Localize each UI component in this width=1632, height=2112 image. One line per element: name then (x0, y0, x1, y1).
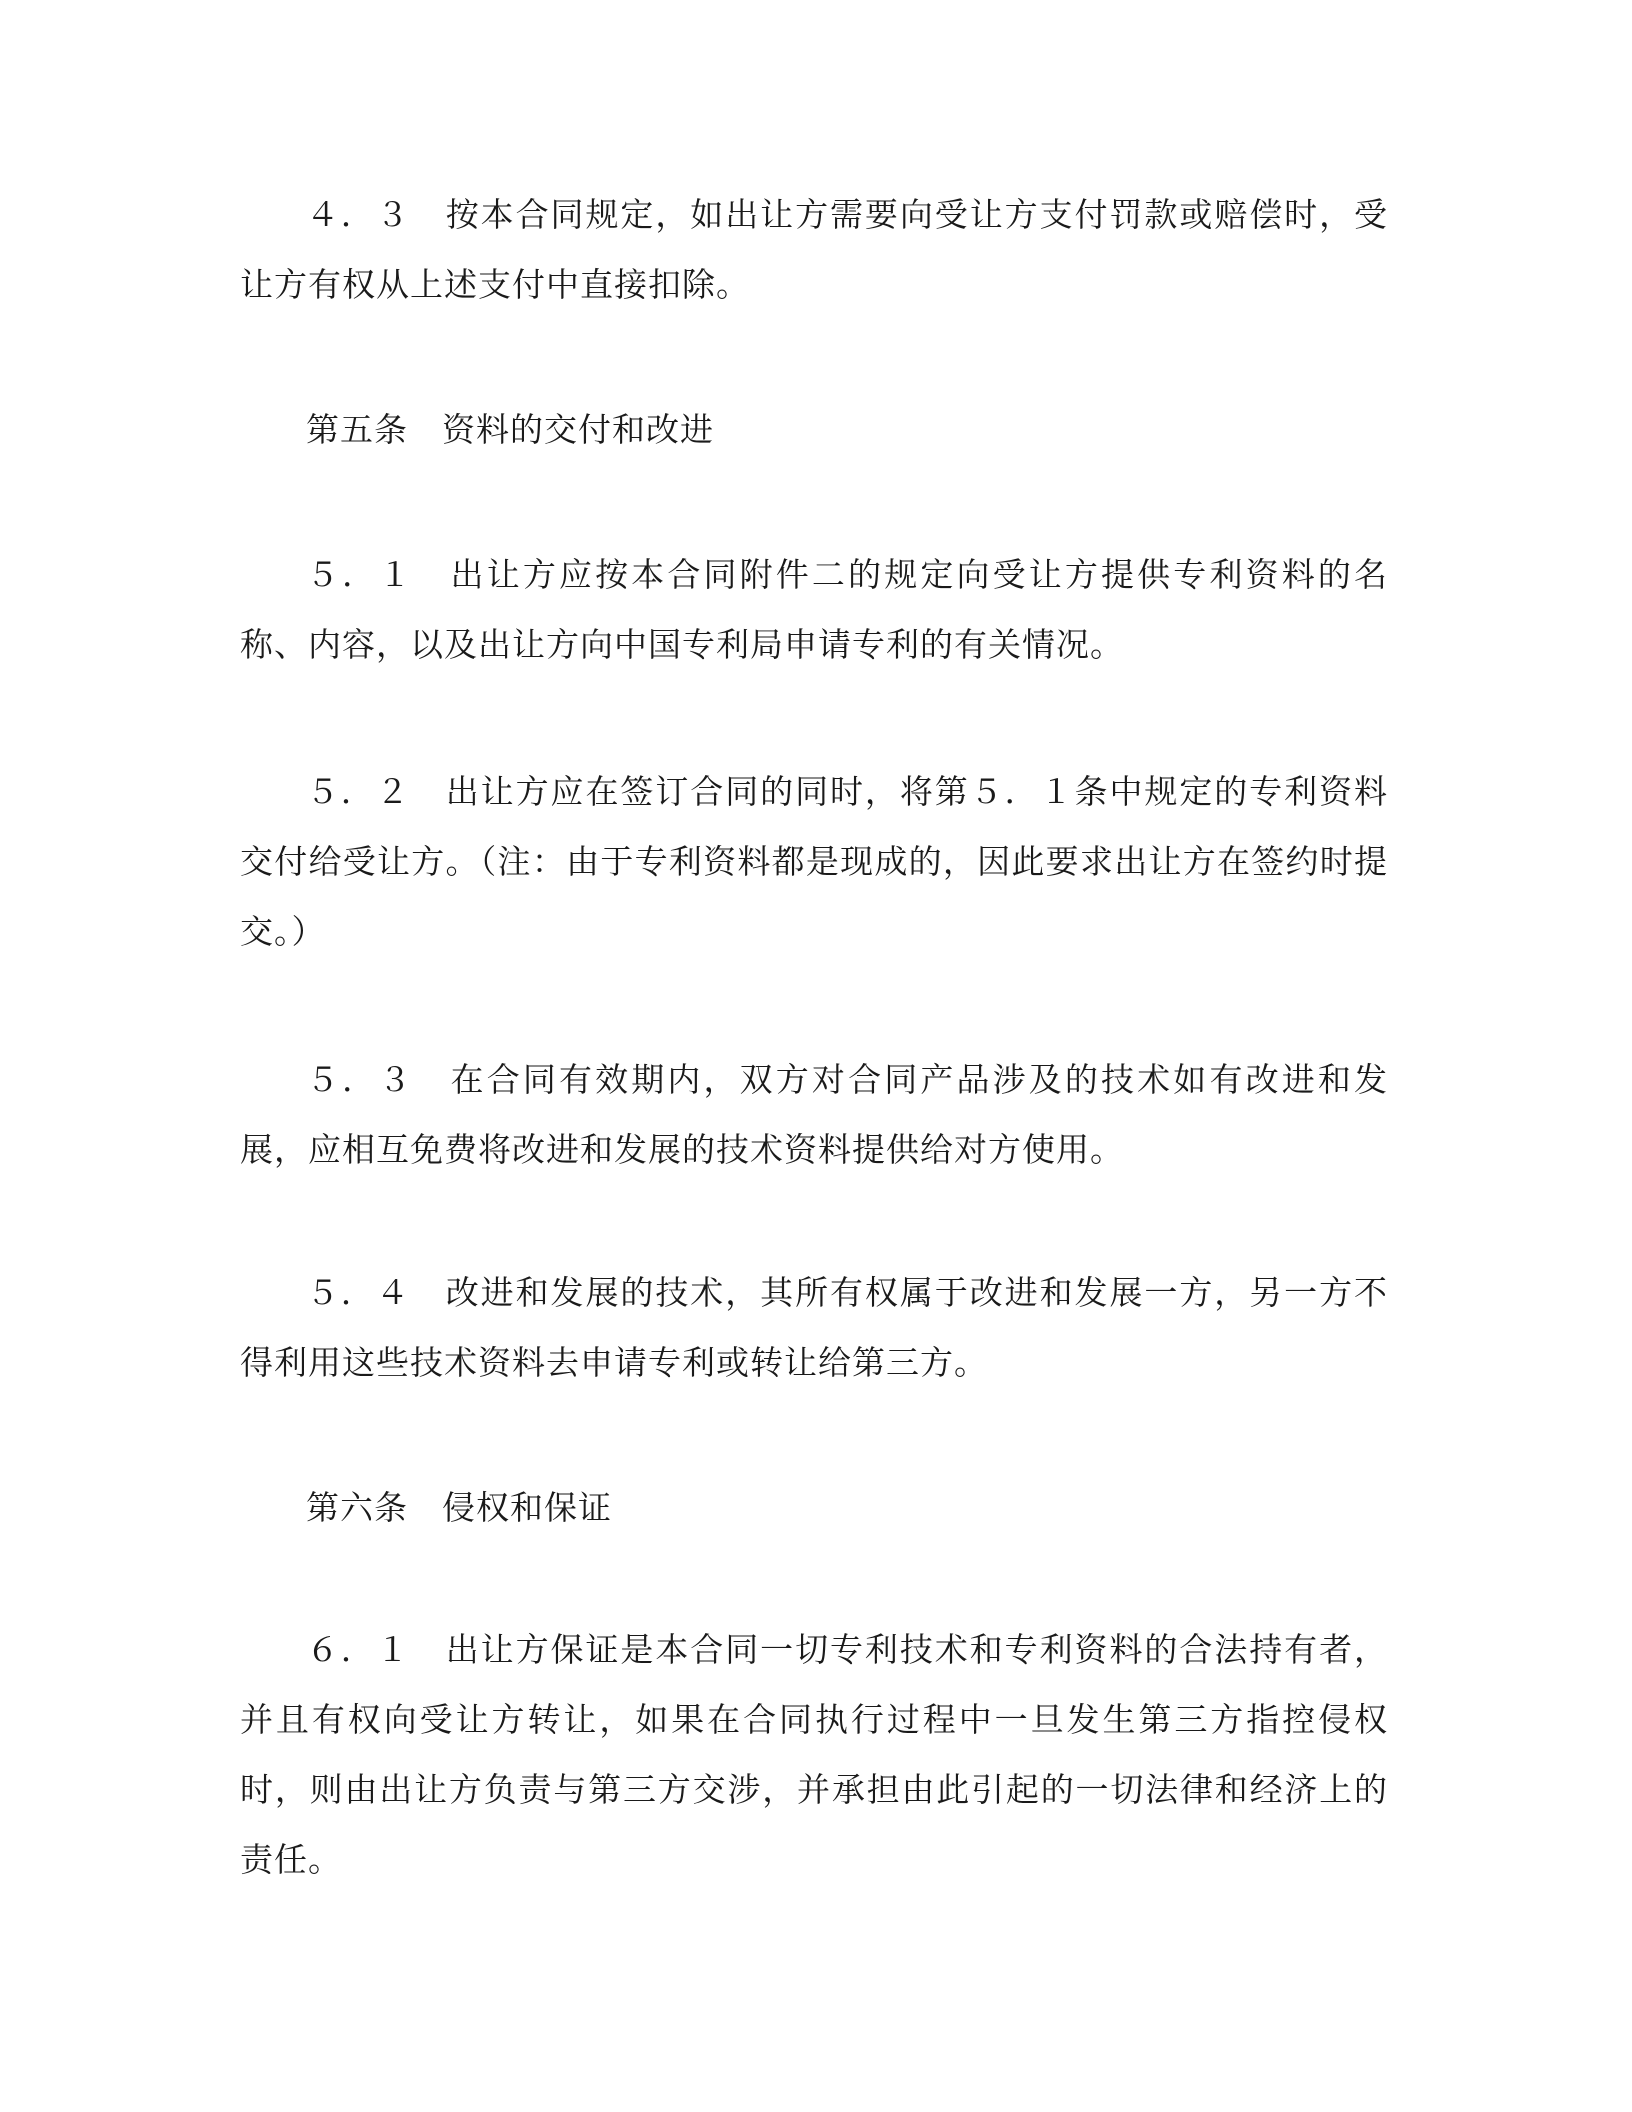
clause-5-2: ５．２ 出让方应在签订合同的同时，将第５．１条中规定的专利资料交付给受让方。（注：由于专利资料都是现成的，因此要求出让方在签约时提交。） (240, 772, 1388, 951)
clause-5-4: ５．４ 改进和发展的技术，其所有权属于改进和发展一方，另一方不得利用这些技术资料去申请专利或转让给第三方。 (240, 1273, 1388, 1382)
article-5-heading: 第五条 资料的交付和改进 (306, 410, 714, 449)
clause-6-1: ６．１ 出让方保证是本合同一切专利技术和专利资料的合法持有者，并且有权向受让方转让，如果在合同执行过程中一旦发生第三方指控侵权时，则由出让方负责与第三方交涉，并承担由此引起的一切法律和经济上的责任。 (240, 1630, 1388, 1879)
clause-5-1: ５．１ 出让方应按本合同附件二的规定向受让方提供专利资料的名称、内容，以及出让方向中国专利局申请专利的有关情况。 (240, 555, 1388, 664)
article-6-heading: 第六条 侵权和保证 (306, 1488, 612, 1527)
clause-5-3: ５．３ 在合同有效期内，双方对合同产品涉及的技术如有改进和发展，应相互免费将改进和发展的技术资料提供给对方使用。 (240, 1060, 1388, 1169)
clause-4-3: ４．３ 按本合同规定，如出让方需要向受让方支付罚款或赔偿时，受让方有权从上述支付中直接扣除。 (240, 195, 1388, 304)
